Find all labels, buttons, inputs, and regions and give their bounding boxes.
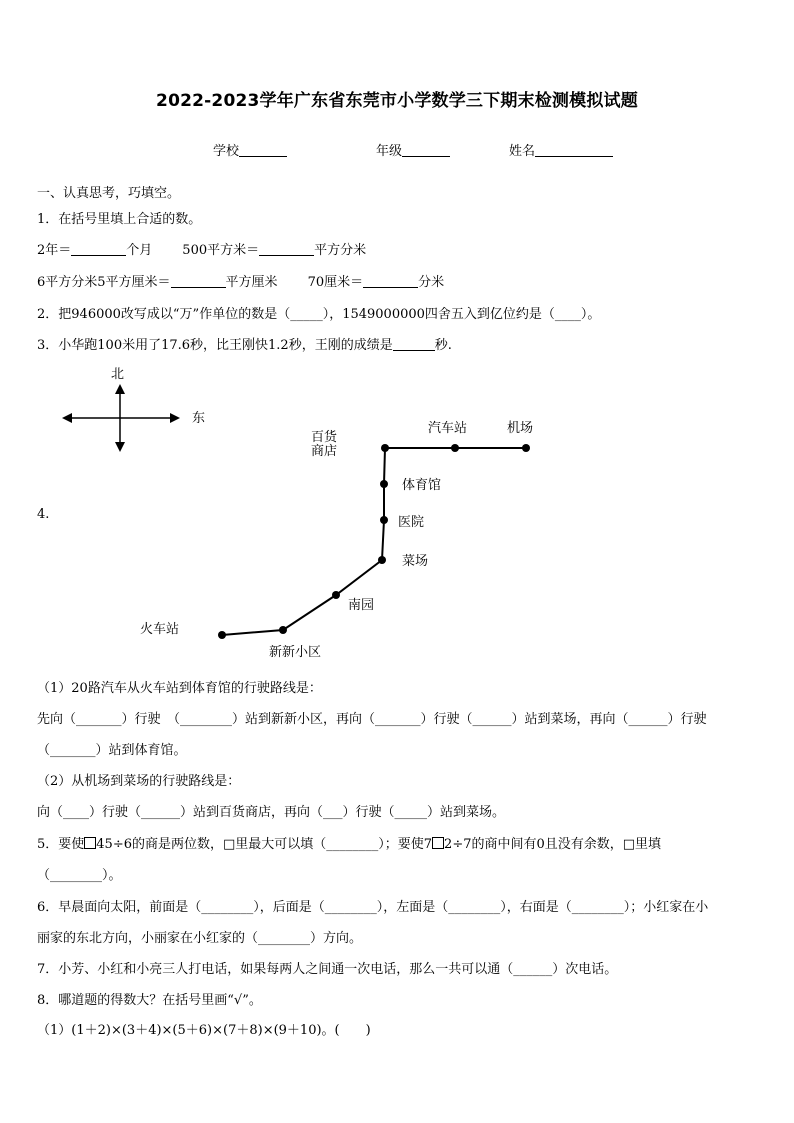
name-field xyxy=(509,140,613,159)
name-label: 姓名 xyxy=(509,144,536,159)
label-nanyuan: 南园 xyxy=(348,598,375,613)
q1-row2-d: 分米 xyxy=(418,275,445,290)
label-airport: 机场 xyxy=(507,421,534,436)
q3 xyxy=(37,334,452,353)
label-bus-station: 汽车站 xyxy=(428,421,468,436)
east-label: 东 xyxy=(192,411,206,426)
station-dot-market xyxy=(378,556,386,564)
q1-row1-d: 平方分米 xyxy=(314,243,367,258)
answer-blank[interactable] xyxy=(393,337,435,351)
school-blank[interactable] xyxy=(239,143,287,157)
east-arrow-icon xyxy=(170,413,180,423)
answer-blank[interactable] xyxy=(363,274,418,288)
north-label: 北 xyxy=(111,367,125,382)
q1-stem: 1．在括号里填上合适的数。 xyxy=(37,212,202,227)
q1-row1 xyxy=(37,239,366,258)
q5-text-b: 45÷6的商是两位数，□里最大可以填（________）；要使7 xyxy=(96,837,433,852)
station-dot-xinxin xyxy=(279,626,287,634)
station-dot-nanyuan xyxy=(332,591,340,599)
section-heading: 一、认真思考，巧填空。 xyxy=(37,186,181,201)
label-hospital: 医院 xyxy=(398,515,425,530)
q1-row1-c: 500平方米＝ xyxy=(182,243,260,258)
school-label: 学校 xyxy=(213,144,240,159)
station-dot-airport xyxy=(522,444,530,452)
answer-blank[interactable] xyxy=(259,242,314,256)
q5-text-c: 2÷7的商中间有0且没有余数，□里填 xyxy=(444,837,662,852)
answer-blank[interactable] xyxy=(71,242,126,256)
q1-row2 xyxy=(37,271,444,290)
station-dot-bus-station xyxy=(451,444,459,452)
q4-part1-line2: （_______）站到体育馆。 xyxy=(37,743,187,758)
q1-row1-a: 2年＝ xyxy=(37,243,72,258)
grade-blank[interactable] xyxy=(402,143,450,157)
q4-part1-line1: 先向（_______）行驶 （________）站到新新小区，再向（_______）行驶（______）站到菜场，再向（______）行驶 xyxy=(37,712,707,727)
q3-text-a: 3．小华跑100米用了17.6秒，比王刚快1.2秒，王刚的成绩是 xyxy=(37,338,393,353)
station-dot-dept-store xyxy=(381,444,389,452)
q5-line1 xyxy=(37,833,661,852)
compass xyxy=(62,367,205,452)
label-xinxin: 新新小区 xyxy=(269,645,322,660)
north-arrow-icon xyxy=(115,384,125,394)
q4-number: 4. xyxy=(37,507,50,522)
q4-part1-stem: （1）20路汽车从火车站到体育馆的行驶路线是： xyxy=(37,681,322,696)
label-dept-store-2: 商店 xyxy=(311,444,338,459)
grade-field xyxy=(376,140,450,159)
q6-line2: 丽家的东北方向，小丽家在小红家的（________）方向。 xyxy=(37,931,363,946)
station-dot-gym xyxy=(380,480,388,488)
digit-box-icon xyxy=(432,837,444,849)
q7: 7．小芳、小红和小亮三人打电话，如果每两人之间通一次电话，那么一共可以通（______）次电话。 xyxy=(37,962,618,977)
page-title: 2022-2023学年广东省东莞市小学数学三下期末检测模拟试题 xyxy=(156,91,638,111)
school-field xyxy=(213,140,287,159)
name-blank[interactable] xyxy=(535,143,613,157)
q1-row2-a: 6平方分米5平方厘米＝ xyxy=(37,275,171,290)
bus-route-map xyxy=(0,355,794,665)
q3-text-b: 秒. xyxy=(434,338,452,353)
q8-stem: 8．哪道题的得数大？在括号里画“√”。 xyxy=(37,993,262,1008)
q5-text-a: 5．要使 xyxy=(37,837,85,852)
label-market: 菜场 xyxy=(402,554,429,569)
q1-row2-c: 70厘米＝ xyxy=(307,275,364,290)
q5-line2: （________）。 xyxy=(37,868,122,883)
digit-box-icon xyxy=(84,837,96,849)
q1-row2-b: 平方厘米 xyxy=(225,275,278,290)
q8-line1: （1）(1＋2)×(3＋4)×(5＋6)×(7＋8)×(9＋10)。( ) xyxy=(37,1023,371,1038)
west-arrow-icon xyxy=(62,413,72,423)
answer-blank[interactable] xyxy=(171,274,226,288)
label-train-station: 火车站 xyxy=(140,622,180,637)
label-gym: 体育馆 xyxy=(402,478,442,493)
label-dept-store-1: 百货 xyxy=(311,430,338,445)
q2: 2．把946000改写成以“万”作单位的数是（_____），1549000000四舍五入到亿位约是（____）。 xyxy=(37,307,601,322)
q6-line1: 6．早晨面向太阳，前面是（________），后面是（________），左面是（________），右面是（________）；小红家在小 xyxy=(37,900,709,915)
q4-part2-stem: （2）从机场到菜场的行驶路线是： xyxy=(37,774,241,789)
south-arrow-icon xyxy=(115,442,125,452)
station-dot-train-station xyxy=(218,631,226,639)
station-dot-hospital xyxy=(380,516,388,524)
grade-label: 年级 xyxy=(376,144,403,159)
q4-part2-line: 向（____）行驶（______）站到百货商店，再向（___）行驶（_____）站到菜场。 xyxy=(37,805,506,820)
q1-row1-b: 个月 xyxy=(126,243,153,258)
